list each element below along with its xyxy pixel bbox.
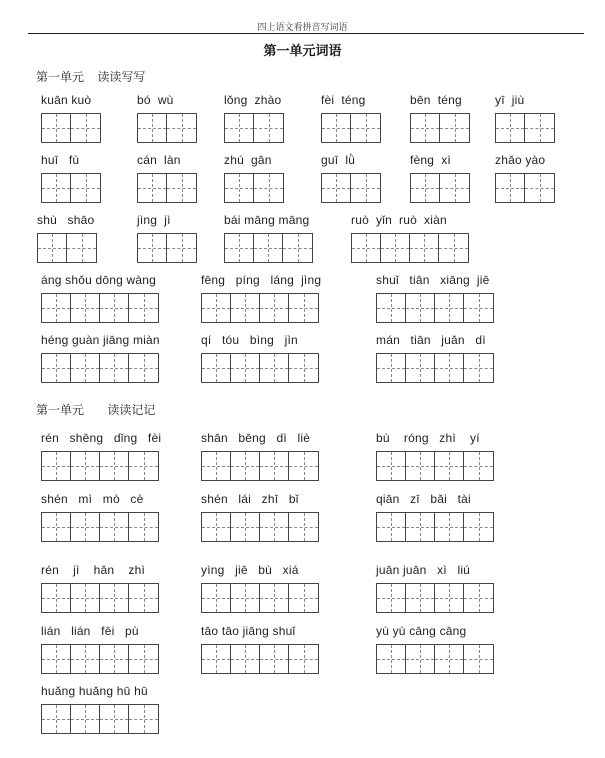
page-header: 四上语文看拼音写词语 <box>257 22 348 32</box>
writing-cell[interactable] <box>377 513 406 541</box>
writing-cell[interactable] <box>67 234 96 262</box>
writing-cell[interactable] <box>440 114 469 142</box>
writing-cell[interactable] <box>260 513 289 541</box>
pinyin-label: rén jì hǎn zhì <box>41 563 145 577</box>
writing-cell[interactable] <box>464 354 493 382</box>
writing-cell[interactable] <box>100 294 129 322</box>
writing-grid <box>137 233 197 263</box>
writing-grid <box>41 113 101 143</box>
writing-grid <box>224 173 284 203</box>
writing-cell[interactable] <box>129 452 158 480</box>
writing-cell[interactable] <box>377 354 406 382</box>
writing-cell[interactable] <box>225 234 254 262</box>
pinyin-label: bēn téng <box>410 93 462 107</box>
writing-cell[interactable] <box>464 452 493 480</box>
writing-cell[interactable] <box>202 354 231 382</box>
writing-cell[interactable] <box>100 452 129 480</box>
writing-cell[interactable] <box>289 354 318 382</box>
pinyin-label: qiān zī bǎi tài <box>376 492 471 506</box>
pinyin-label: shén lái zhī bǐ <box>201 492 299 506</box>
writing-grid <box>376 451 494 481</box>
writing-grid <box>41 583 159 613</box>
writing-cell[interactable] <box>435 513 464 541</box>
writing-cell[interactable] <box>351 114 380 142</box>
writing-cell[interactable] <box>260 294 289 322</box>
writing-grid <box>410 113 470 143</box>
writing-cell[interactable] <box>352 234 381 262</box>
writing-cell[interactable] <box>254 114 283 142</box>
pinyin-label: lǒng zhào <box>224 93 282 107</box>
writing-cell[interactable] <box>38 234 67 262</box>
writing-grid <box>376 583 494 613</box>
writing-grid <box>41 644 159 674</box>
writing-cell[interactable] <box>138 234 167 262</box>
writing-cell[interactable] <box>231 294 260 322</box>
writing-cell[interactable] <box>351 174 380 202</box>
writing-cell[interactable] <box>42 452 71 480</box>
writing-cell[interactable] <box>42 513 71 541</box>
writing-cell[interactable] <box>464 294 493 322</box>
pinyin-label: yī jiù <box>495 93 525 107</box>
writing-cell[interactable] <box>254 234 283 262</box>
writing-cell[interactable] <box>406 354 435 382</box>
writing-cell[interactable] <box>138 174 167 202</box>
writing-grid <box>41 451 159 481</box>
writing-cell[interactable] <box>42 645 71 673</box>
pinyin-label: huī fù <box>41 153 80 167</box>
pinyin-label: yù yù cāng cāng <box>376 624 467 638</box>
writing-cell[interactable] <box>525 114 554 142</box>
writing-cell[interactable] <box>435 645 464 673</box>
writing-cell[interactable] <box>435 452 464 480</box>
writing-cell[interactable] <box>377 645 406 673</box>
writing-cell[interactable] <box>42 584 71 612</box>
writing-cell[interactable] <box>377 584 406 612</box>
header-rule <box>28 33 584 34</box>
section-label-read-remember: 第一单元 读读记记 <box>36 403 156 417</box>
pinyin-label: guī lǜ <box>321 153 356 167</box>
writing-grid <box>41 512 159 542</box>
writing-cell[interactable] <box>71 452 100 480</box>
writing-cell[interactable] <box>202 513 231 541</box>
writing-cell[interactable] <box>129 354 158 382</box>
writing-cell[interactable] <box>260 645 289 673</box>
writing-grid <box>410 173 470 203</box>
writing-grid <box>376 353 494 383</box>
writing-grid <box>201 644 319 674</box>
writing-cell[interactable] <box>411 174 440 202</box>
writing-cell[interactable] <box>289 513 318 541</box>
writing-cell[interactable] <box>464 584 493 612</box>
writing-cell[interactable] <box>100 705 129 733</box>
writing-cell[interactable] <box>129 705 158 733</box>
pinyin-label: zhú gān <box>224 153 272 167</box>
writing-cell[interactable] <box>71 114 100 142</box>
writing-cell[interactable] <box>322 174 351 202</box>
writing-grid <box>137 173 197 203</box>
writing-cell[interactable] <box>289 294 318 322</box>
writing-cell[interactable] <box>464 645 493 673</box>
writing-cell[interactable] <box>439 234 468 262</box>
section-label-read-write: 第一单元 读读写写 <box>36 70 146 84</box>
writing-cell[interactable] <box>71 354 100 382</box>
writing-grid <box>37 233 97 263</box>
writing-cell[interactable] <box>167 174 196 202</box>
writing-grid <box>321 173 381 203</box>
writing-cell[interactable] <box>289 452 318 480</box>
writing-cell[interactable] <box>71 645 100 673</box>
pinyin-label: áng shǒu dōng wàng <box>41 273 157 287</box>
pinyin-label: huǎng huǎng hū hū <box>41 684 148 698</box>
writing-cell[interactable] <box>411 114 440 142</box>
writing-cell[interactable] <box>283 234 312 262</box>
writing-cell[interactable] <box>406 513 435 541</box>
pinyin-label: bái māng māng <box>224 213 310 227</box>
writing-grid <box>376 644 494 674</box>
pinyin-label: qí tóu bìng jìn <box>201 333 298 347</box>
writing-cell[interactable] <box>202 645 231 673</box>
writing-cell[interactable] <box>138 114 167 142</box>
writing-grid <box>224 113 284 143</box>
writing-cell[interactable] <box>100 645 129 673</box>
writing-cell[interactable] <box>260 452 289 480</box>
pinyin-label: bù róng zhì yí <box>376 431 480 445</box>
writing-grid <box>41 173 101 203</box>
writing-cell[interactable] <box>129 645 158 673</box>
writing-grid <box>201 583 319 613</box>
writing-cell[interactable] <box>129 584 158 612</box>
pinyin-label: ruò yǐn ruò xiàn <box>351 213 447 227</box>
pinyin-label: shān bēng dì liè <box>201 431 311 445</box>
writing-cell[interactable] <box>406 645 435 673</box>
writing-cell[interactable] <box>496 174 525 202</box>
pinyin-label: lián lián fēi pù <box>41 624 139 638</box>
writing-cell[interactable] <box>464 513 493 541</box>
pinyin-label: yìng jiē bù xiá <box>201 563 299 577</box>
writing-grid <box>41 353 159 383</box>
writing-cell[interactable] <box>440 174 469 202</box>
pinyin-label: juān juān xì liú <box>376 563 471 577</box>
writing-cell[interactable] <box>100 513 129 541</box>
pinyin-label: zhǎo yào <box>495 153 546 167</box>
writing-cell[interactable] <box>202 584 231 612</box>
writing-grid <box>201 451 319 481</box>
writing-cell[interactable] <box>435 294 464 322</box>
pinyin-label: shuǐ tiān xiāng jiē <box>376 273 490 287</box>
writing-grid <box>201 353 319 383</box>
pinyin-label: kuān kuò <box>41 93 92 107</box>
pinyin-label: shén mì mò cè <box>41 492 144 506</box>
writing-cell[interactable] <box>71 174 100 202</box>
writing-cell[interactable] <box>71 294 100 322</box>
writing-cell[interactable] <box>406 452 435 480</box>
writing-cell[interactable] <box>202 452 231 480</box>
pinyin-label: héng guàn jiāng miàn <box>41 333 160 347</box>
writing-cell[interactable] <box>129 294 158 322</box>
writing-cell[interactable] <box>100 584 129 612</box>
writing-cell[interactable] <box>225 114 254 142</box>
writing-grid <box>41 704 159 734</box>
pinyin-label: fēng píng láng jìng <box>201 273 322 287</box>
writing-cell[interactable] <box>231 645 260 673</box>
writing-cell[interactable] <box>71 513 100 541</box>
writing-cell[interactable] <box>496 114 525 142</box>
writing-grid <box>321 113 381 143</box>
writing-grid <box>495 113 555 143</box>
writing-cell[interactable] <box>254 174 283 202</box>
writing-cell[interactable] <box>225 174 254 202</box>
writing-cell[interactable] <box>260 584 289 612</box>
pinyin-label: fèng xì <box>410 153 451 167</box>
writing-cell[interactable] <box>42 174 71 202</box>
writing-grid <box>351 233 469 263</box>
pinyin-label: rén shēng dǐng fèi <box>41 431 162 445</box>
pinyin-label: tāo tāo jiāng shuǐ <box>201 624 296 638</box>
writing-cell[interactable] <box>231 354 260 382</box>
writing-cell[interactable] <box>42 705 71 733</box>
writing-grid <box>137 113 197 143</box>
writing-grid <box>201 293 319 323</box>
writing-cell[interactable] <box>410 234 439 262</box>
writing-cell[interactable] <box>231 452 260 480</box>
writing-grid <box>224 233 313 263</box>
writing-grid <box>201 512 319 542</box>
writing-cell[interactable] <box>42 114 71 142</box>
page-title: 第一单元词语 <box>263 43 342 58</box>
writing-cell[interactable] <box>202 294 231 322</box>
pinyin-label: bó wù <box>137 93 174 107</box>
writing-cell[interactable] <box>289 645 318 673</box>
pinyin-label: jìng jì <box>137 213 171 227</box>
writing-grid <box>376 512 494 542</box>
pinyin-label: mán tiān juǎn dì <box>376 333 486 347</box>
writing-cell[interactable] <box>525 174 554 202</box>
writing-cell[interactable] <box>167 234 196 262</box>
writing-grid <box>495 173 555 203</box>
writing-cell[interactable] <box>231 584 260 612</box>
writing-cell[interactable] <box>406 584 435 612</box>
pinyin-label: shù shāo <box>37 213 95 227</box>
writing-cell[interactable] <box>71 705 100 733</box>
writing-cell[interactable] <box>260 354 289 382</box>
writing-cell[interactable] <box>129 513 158 541</box>
writing-cell[interactable] <box>42 354 71 382</box>
writing-cell[interactable] <box>377 452 406 480</box>
writing-cell[interactable] <box>231 513 260 541</box>
writing-grid <box>41 293 159 323</box>
writing-cell[interactable] <box>100 354 129 382</box>
writing-cell[interactable] <box>289 584 318 612</box>
writing-cell[interactable] <box>377 294 406 322</box>
writing-cell[interactable] <box>71 584 100 612</box>
writing-cell[interactable] <box>435 584 464 612</box>
writing-cell[interactable] <box>42 294 71 322</box>
writing-cell[interactable] <box>406 294 435 322</box>
pinyin-label: cán làn <box>137 153 181 167</box>
writing-grid <box>376 293 494 323</box>
writing-cell[interactable] <box>167 114 196 142</box>
writing-cell[interactable] <box>435 354 464 382</box>
writing-cell[interactable] <box>322 114 351 142</box>
pinyin-label: fèi téng <box>321 93 366 107</box>
writing-cell[interactable] <box>381 234 410 262</box>
